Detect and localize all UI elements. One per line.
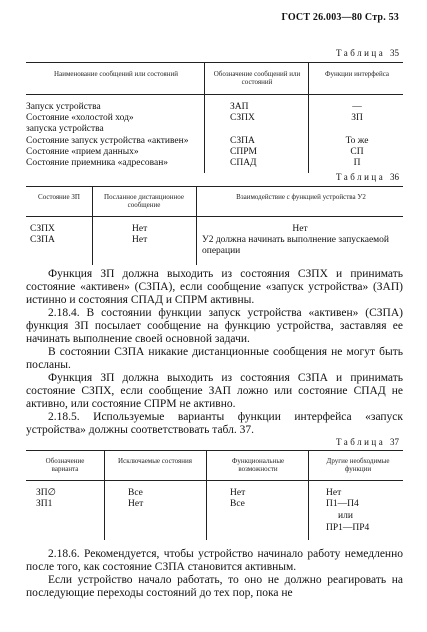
table-37-caption-number: 37 [390,437,399,447]
table-35-header-rule [26,94,403,95]
table-35-row-5-code: СПРМ [230,147,257,157]
table-37-header-other: Другие необходимые функции [326,457,390,473]
table-37-caption-word: Таблица [336,437,386,447]
table-35-row-4-code: СЗПА [230,136,255,146]
table-36-row-1-interaction: Нет [292,224,308,234]
table-36 [26,186,403,266]
table-36-header-message: Посланное дистанционное сообщение [104,193,184,209]
table-35-row-6-function: П [353,158,361,168]
table-37-header-capability: Функциональные возможности [231,457,285,473]
table-35-row-6-code: СПАД [230,158,257,168]
table-37-row-2-other-or: или [338,511,353,521]
table-36-caption [336,172,399,182]
table-36-row-2-interaction: У2 должна начинать выполнение запускаемой операции [202,235,390,256]
paragraph: Функция ЗП должна выходить из состояния СЗПА и принимать состояние СЗПХ, если сообщение ЗАП ложно или состояние СПАД не активно, или состояние СПРМ не активно. [26,372,403,410]
paragraph: 2.18.4. В состоянии функции запуск устройства «активен» (СЗПА) функция ЗП посылает сообщение на функцию устройства, заставляя ее начинать выполнение своей основной задачи. [26,307,403,345]
table-36-col-divider-1 [92,186,93,265]
table-35-row-1-code: ЗАП [230,102,249,112]
table-35-header-function: Функции интерфейса [324,70,389,78]
table-37 [26,450,403,542]
table-37-caption [336,437,399,447]
table-35-row-3-name: запуска устройства [26,124,104,134]
table-35-header-name: Наименование сообщений или состояний [54,70,178,78]
table-36-caption-word: Таблица [336,172,386,182]
table-35-row-4-function: То же [345,136,369,146]
table-37-row-1-other: Нет [326,488,342,498]
table-36-top-rule [26,186,403,187]
table-36-header-rule [26,216,403,217]
table-35-col-divider-1 [204,62,205,173]
table-35-top-rule [26,62,403,63]
table-37-header-rule [26,480,403,481]
table-36-col-divider-2 [196,186,197,265]
table-36-row-2-message: Нет [132,235,148,245]
paragraph: 2.18.5. Используемые варианты функции интерфейса «запуск устройства» должны соответствовать табл. 37. [26,411,403,436]
table-37-top-rule [26,450,403,451]
page-header: ГОСТ 26.003—80 Стр. 53 [281,12,399,23]
table-35-caption-word: Таблица [336,48,386,58]
table-36-row-2-state: СЗПА [30,235,55,245]
table-35-row-2-name: Состояние «холостой ход» [26,113,134,123]
table-37-row-1-excluded: Все [128,488,143,498]
table-37-header-variant: Обозначение варианта [45,457,85,473]
paragraph: Если устройство начало работать, то оно не должно реагировать на последующие переходы состояний до тех пор, пока не [26,574,403,599]
table-37-col-divider-2 [206,450,207,540]
table-35-row-1-name: Запуск устройства [26,102,101,112]
table-35-row-6-name: Состояние приемника «адресован» [26,158,169,168]
table-35-col-divider-2 [308,62,309,173]
table-36-row-1-state: СЗПХ [30,224,55,234]
table-35-row-5-name: Состояние «прием данных» [26,147,139,157]
table-35-caption [336,48,399,58]
table-37-row-2-excluded: Нет [128,499,144,509]
table-36-header-state: Состояние ЗП [38,193,80,201]
table-36-header-interaction: Взаимодействие с функцией устройства У2 [236,193,366,201]
table-35-row-1-function: — [352,102,362,112]
table-35-row-5-function: СП [350,147,364,157]
paragraph: Функция ЗП должна выходить из состояния СЗПХ и принимать состояние «активен» (СЗПА), если сообщение «запуск устройства» (ЗАП) истинно и состояния СПАД и СПРМ активны. [26,268,403,306]
table-37-row-2-variant: ЗП1 [36,499,53,509]
table-37-col-divider-3 [308,450,309,540]
table-37-row-2-other: П1—П4 [326,499,359,509]
body-text-mid [26,268,403,437]
table-35-caption-number: 35 [390,48,399,58]
table-37-row-2-capability: Все [230,499,245,509]
table-36-row-1-message: Нет [132,224,148,234]
table-35 [26,62,403,174]
table-37-row-2-other-alt: ПР1—ПР4 [326,523,370,533]
table-37-row-1-variant: ЗП∅ [36,488,56,498]
table-35-row-2-function: ЗП [351,113,363,123]
table-37-row-1-capability: Нет [230,488,246,498]
table-37-header-excluded: Исключаемые состояния [118,457,192,465]
body-text-bottom [26,548,403,600]
table-37-col-divider-1 [104,450,105,540]
table-35-row-2-code: СЗПХ [230,113,255,123]
table-35-row-4-name: Состояние запуск устройства «активен» [26,136,189,146]
paragraph: 2.18.6. Рекомендуется, чтобы устройство начинало работу немедленно после того, как состояние СЗПА становится активным. [26,548,403,573]
table-35-header-code: Обозначение сообщений или состояний [213,70,301,86]
paragraph: В состоянии СЗПА никакие дистанционные сообщения не могут быть посланы. [26,346,403,371]
table-36-caption-number: 36 [390,172,399,182]
